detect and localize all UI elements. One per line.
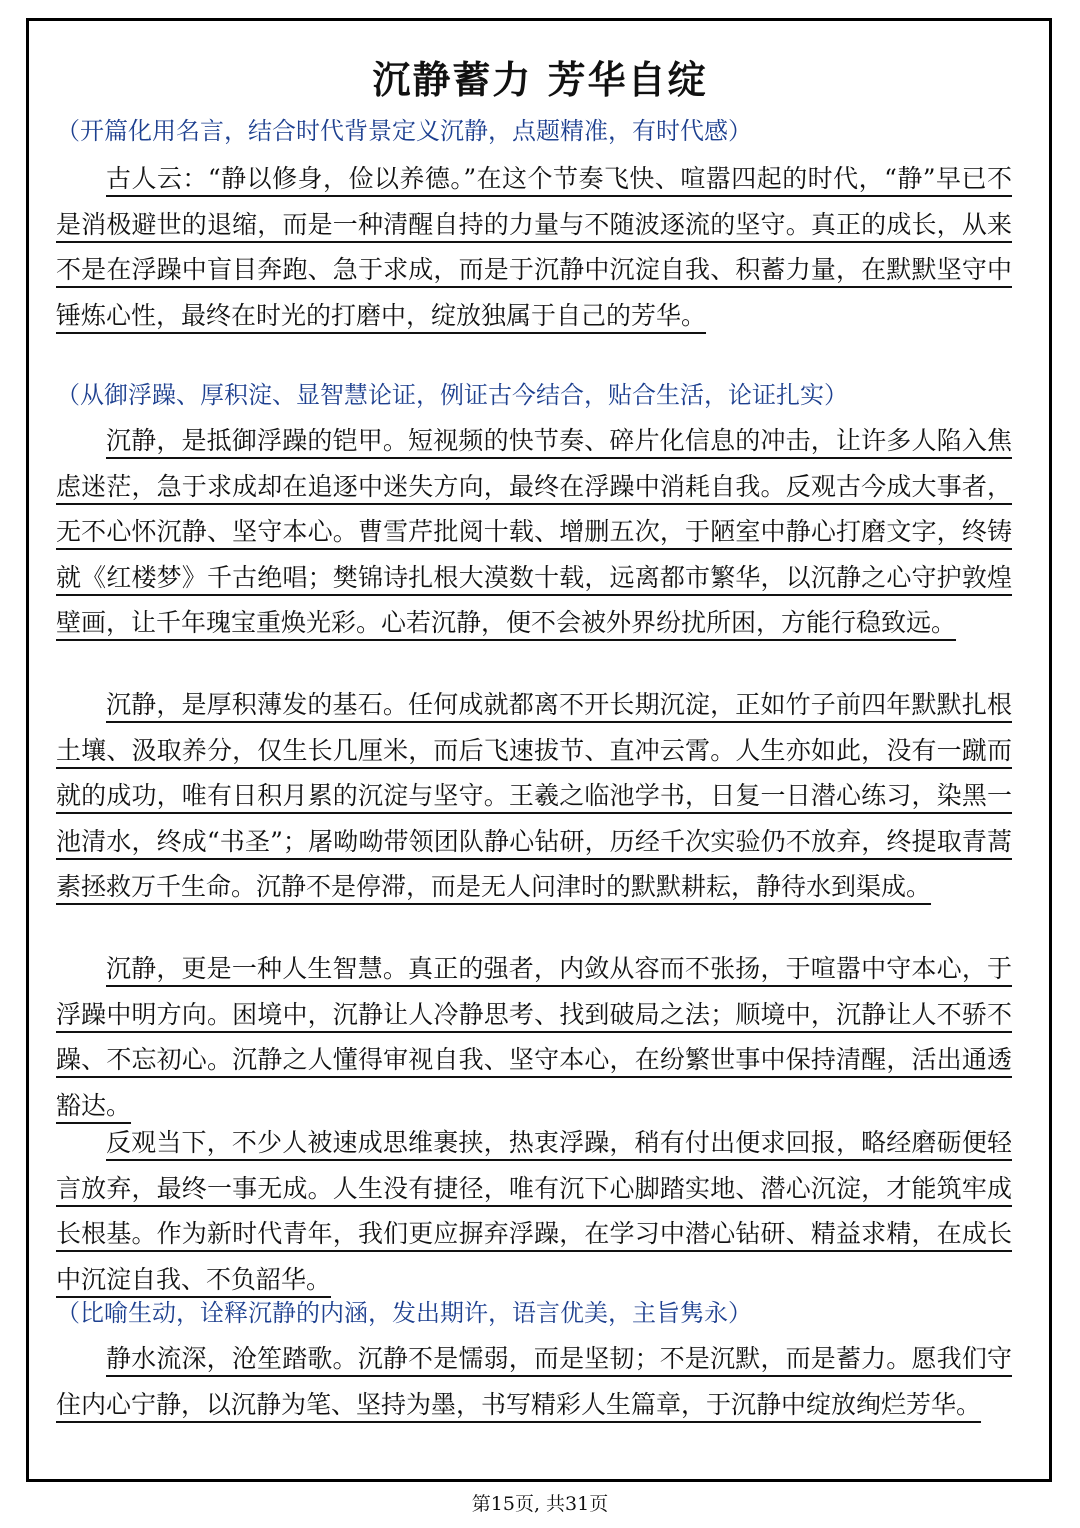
paragraph-4: 沉静，更是一种人生智慧。真正的强者，内敛从容而不张扬，于喧嚣中守本心，于浮躁中明方向。困境中，沉静让人冷静思考、找到破局之法；顺境中，沉静让人不骄不躁、不忘初心。沉静之人懂得审视自我、坚守本心，在纷繁世事中保持清醒，活出通透豁达。	[56, 954, 1012, 1120]
annotation-argument: （从御浮躁、厚积淀、显智慧论证，例证古今结合，贴合生活，论证扎实）	[56, 381, 848, 409]
paragraph-5: 反观当下，不少人被速成思维裹挟，热衷浮躁，稍有付出便求回报，略经磨砺便轻言放弃，最终一事无成。人生没有捷径，唯有沉下心脚踏实地、潜心沉淀，才能筑牢成长根基。作为新时代青年，我们更应摒弃浮躁，在学习中潜心钻研、精益求精，在成长中沉淀自我、不负韶华。	[56, 1128, 1012, 1294]
page-number: 第15页, 共31页	[471, 1493, 609, 1515]
paragraph-6: 静水流深，沧笙踏歌。沉静不是懦弱，而是坚韧；不是沉默，而是蓄力。愿我们守住内心宁静，以沉静为笔、坚持为墨，书写精彩人生篇章，于沉静中绽放绚烂芳华。	[56, 1344, 1012, 1419]
essay-title: 沉静蓄力 芳华自绽	[372, 58, 708, 102]
paragraph-2: 沉静，是抵御浮躁的铠甲。短视频的快节奏、碎片化信息的冲击，让许多人陷入焦虑迷茫，急于求成却在追逐中迷失方向，最终在浮躁中消耗自我。反观古今成大事者，无不心怀沉静、坚守本心。曹雪芹批阅十载、增删五次，于陋室中静心打磨文字，终铸就《红楼梦》千古绝唱；樊锦诗扎根大漠数十载，远离都市繁华，以沉静之心守护敦煌壁画，让千年瑰宝重焕光彩。心若沉静，便不会被外界纷扰所困，方能行稳致远。	[56, 426, 1012, 637]
paragraph-3: 沉静，是厚积薄发的基石。任何成就都离不开长期沉淀，正如竹子前四年默默扎根土壤、汲取养分，仅生长几厘米，而后飞速拔节、直冲云霄。人生亦如此，没有一蹴而就的成功，唯有日积月累的沉淀与坚守。王羲之临池学书，日复一日潜心练习，染黑一池清水，终成“书圣”；屠呦呦带领团队静心钻研，历经千次实验仍不放弃，终提取青蒿素拯救万千生命。沉静不是停滞，而是无人问津时的默默耕耘，静待水到渠成。	[56, 690, 1012, 901]
paragraph-1: 古人云：“静以修身，俭以养德。”在这个节奏飞快、喧嚣四起的时代，“静”早已不是消极避世的退缩，而是一种清醒自持的力量与不随波逐流的坚守。真正的成长，从来不是在浮躁中盲目奔跑、急于求成，而是于沉静中沉淀自我、积蓄力量，在默默坚守中锤炼心性，最终在时光的打磨中，绽放独属于自己的芳华。	[56, 164, 1012, 330]
annotation-conclusion: （比喻生动，诠释沉静的内涵，发出期许，语言优美，主旨隽永）	[56, 1299, 752, 1327]
annotation-opening: （开篇化用名言，结合时代背景定义沉静，点题精准，有时代感）	[56, 117, 752, 145]
